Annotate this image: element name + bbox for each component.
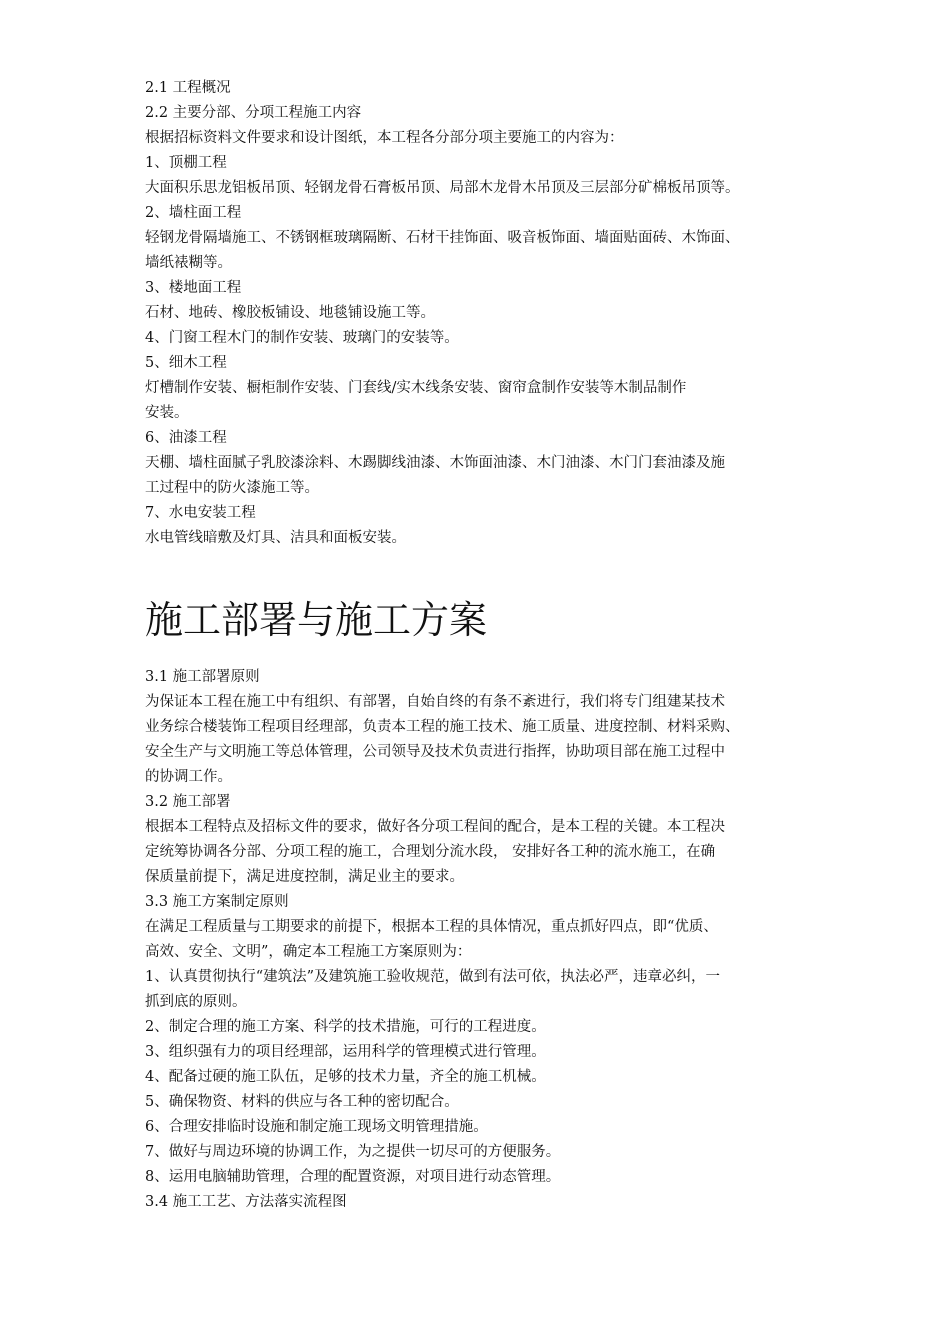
- text-line: 灯槽制作安装、橱柜制作安装、门套线/实木线条安装、窗帘盒制作安装等木制品制作: [145, 380, 687, 396]
- text-line: 2、墙柱面工程: [145, 205, 242, 221]
- text-line: 1、顶棚工程: [145, 155, 227, 171]
- text-line: 7、做好与周边环境的协调工作，为之提供一切尽可的方便服务。: [145, 1144, 561, 1160]
- text-line: 轻钢龙骨隔墙施工、不锈钢框玻璃隔断、石材干挂饰面、吸音板饰面、墙面贴面砖、木饰面、: [145, 230, 740, 246]
- text-line: 4、配备过硬的施工队伍，足够的技术力量，齐全的施工机械。: [145, 1069, 546, 1085]
- text-line: 定统筹协调各分部、分项工程的施工，合理划分流水段， 安排好各工种的流水施工，在确: [145, 844, 716, 860]
- text-line: 6、油漆工程: [145, 430, 227, 446]
- text-line: 2.1 工程概况: [145, 80, 231, 96]
- text-line: 3、楼地面工程: [145, 280, 242, 296]
- text-line: 5、细木工程: [145, 355, 227, 371]
- text-line: 水电管线暗敷及灯具、洁具和面板安装。: [145, 530, 406, 546]
- text-line: 3、组织强有力的项目经理部，运用科学的管理模式进行管理。: [145, 1044, 546, 1060]
- text-line: 5、确保物资、材料的供应与各工种的密切配合。: [145, 1094, 459, 1110]
- text-line: 2、制定合理的施工方案、科学的技术措施，可行的工程进度。: [145, 1019, 546, 1035]
- text-line: 根据本工程特点及招标文件的要求，做好各分项工程间的配合，是本工程的关键。本工程决: [145, 819, 725, 835]
- text-line: 高效、安全、文明”，确定本工程施工方案原则为：: [145, 944, 472, 960]
- text-line: 工过程中的防火漆施工等。: [145, 480, 319, 496]
- text-line: 在满足工程质量与工期要求的前提下，根据本工程的具体情况，重点抓好四点，即“优质、: [145, 919, 718, 935]
- text-line: 安全生产与文明施工等总体管理，公司领导及技术负责进行指挥，协助项目部在施工过程中: [145, 744, 725, 760]
- text-line: 根据招标资料文件要求和设计图纸，本工程各分部分项主要施工的内容为：: [145, 130, 624, 146]
- chapter-title: 施工部署与施工方案: [145, 598, 488, 642]
- text-line: 3.3 施工方案制定原则: [145, 894, 289, 910]
- text-line: 天棚、墙柱面腻子乳胶漆涂料、木踢脚线油漆、木饰面油漆、木门油漆、木门门套油漆及施: [145, 455, 725, 471]
- text-line: 1、认真贯彻执行“建筑法”及建筑施工验收规范，做到有法可依，执法必严，违章必纠，一: [145, 969, 721, 985]
- text-line: 石材、地砖、橡胶板铺设、地毯铺设施工等。: [145, 305, 435, 321]
- section-2-content: [145, 76, 810, 551]
- text-line: 6、合理安排临时设施和制定施工现场文明管理措施。: [145, 1119, 488, 1135]
- text-line: 3.4 施工工艺、方法落实流程图: [145, 1194, 347, 1210]
- text-line: 3.2 施工部署: [145, 794, 231, 810]
- document-page: [145, 76, 810, 1215]
- text-line: 4、门窗工程木门的制作安装、玻璃门的安装等。: [145, 330, 459, 346]
- text-line: 业务综合楼装饰工程项目经理部，负责本工程的施工技术、施工质量、进度控制、材料采购、: [145, 719, 740, 735]
- section-3-content: [145, 665, 810, 1215]
- text-line: 安装。: [145, 405, 189, 421]
- text-line: 大面积乐思龙铝板吊顶、轻钢龙骨石膏板吊顶、局部木龙骨木吊顶及三层部分矿棉板吊顶等。: [145, 180, 740, 196]
- text-line: 的协调工作。: [145, 769, 232, 785]
- text-line: 8、运用电脑辅助管理，合理的配置资源，对项目进行动态管理。: [145, 1169, 561, 1185]
- text-line: 抓到底的原则。: [145, 994, 247, 1010]
- text-line: 7、水电安装工程: [145, 505, 256, 521]
- text-line: 为保证本工程在施工中有组织、有部署，自始自终的有条不紊进行，我们将专门组建某技术: [145, 694, 725, 710]
- text-line: 2.2 主要分部、分项工程施工内容: [145, 105, 362, 121]
- text-line: 墙纸裱糊等。: [145, 255, 232, 271]
- text-line: 3.1 施工部署原则: [145, 669, 260, 685]
- text-line: 保质量前提下，满足进度控制，满足业主的要求。: [145, 869, 464, 885]
